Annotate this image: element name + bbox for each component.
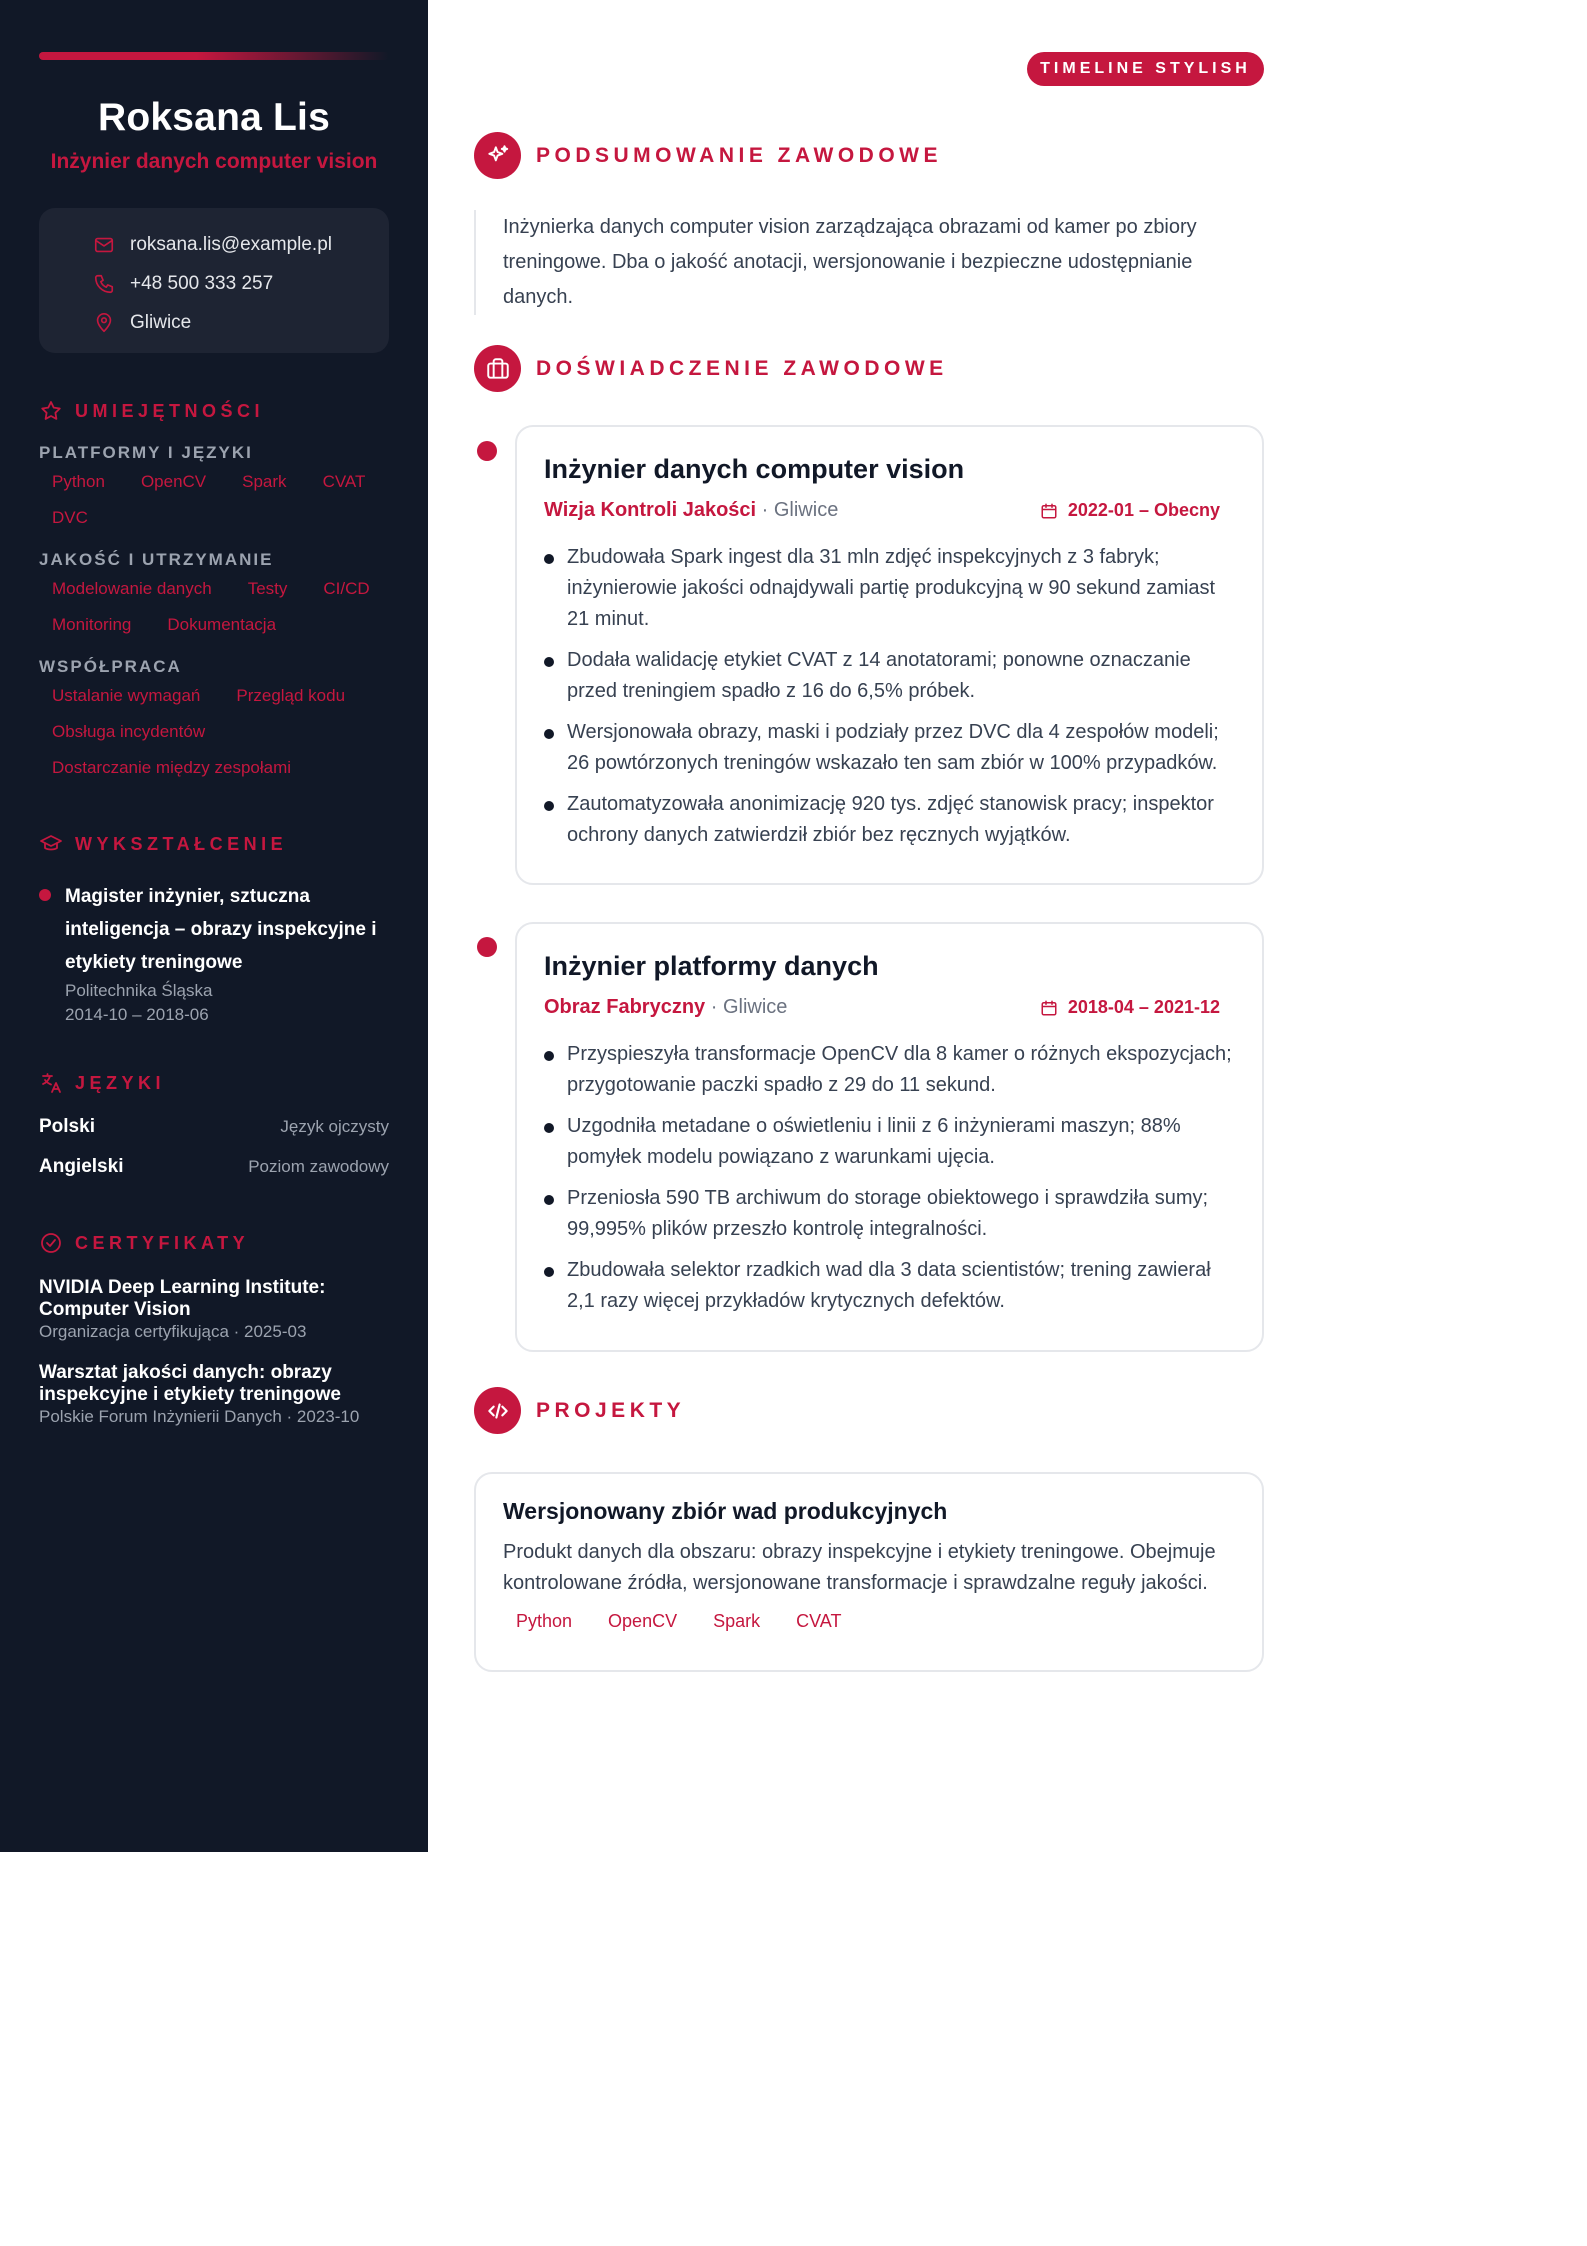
language-level: Poziom zawodowy xyxy=(248,1157,389,1176)
language-name: Angielski xyxy=(39,1156,124,1177)
map-pin-icon xyxy=(93,312,115,334)
certificate-name: NVIDIA Deep Learning Institute: Computer Vision xyxy=(39,1277,326,1320)
certificate-meta: Organizacja certyfikująca · 2025-03 xyxy=(39,1322,307,1341)
job-meta xyxy=(544,499,1235,522)
languages-list xyxy=(39,1107,389,1187)
project-description: Produkt danych dla obszaru: obrazy inspekcyjne i etykiety treningowe. Obejmuje kontrolowane źródła, wersjonowane transformacje i sprawdzalne reguły jakości. xyxy=(503,1541,1216,1594)
skill-chip: CI/CD xyxy=(323,579,370,598)
skill-group-title: JAKOŚĆ I UTRZYMANIE xyxy=(39,550,274,569)
project-tag: Python xyxy=(516,1611,573,1631)
job-company: Wizja Kontroli Jakości xyxy=(544,499,757,521)
summary-heading: PODSUMOWANIE ZAWODOWE xyxy=(474,132,942,179)
skill-chip: Ustalanie wymagań xyxy=(52,686,201,705)
skill-chips xyxy=(39,576,389,637)
contact-city xyxy=(93,303,389,342)
job-card xyxy=(515,922,1264,1352)
education-heading: WYKSZTAŁCENIE xyxy=(39,832,389,856)
candidate-name: Roksana Lis xyxy=(98,96,330,139)
project-title: Wersjonowany zbiór wad produkcyjnych xyxy=(503,1498,948,1524)
summary-text: Inżynierka danych computer vision zarządzająca obrazami od kamer po zbiory treningowe. Dba o jakość anotacji, wersjonowanie i bezpieczne udostępnianie danych. xyxy=(474,210,1264,315)
graduation-cap-icon xyxy=(39,832,63,856)
skill-group-title: PLATFORMY I JĘZYKI xyxy=(39,443,253,462)
code-icon xyxy=(474,1387,521,1434)
skill-chip: Testy xyxy=(247,579,288,598)
skill-chip: Spark xyxy=(242,472,287,491)
timeline-dot xyxy=(477,441,497,461)
languages-heading: JĘZYKI xyxy=(39,1071,389,1095)
contact-email[interactable] xyxy=(93,225,389,264)
skills-heading: UMIEJĘTNOŚCI xyxy=(39,399,389,423)
briefcase-icon xyxy=(474,345,521,392)
education-dates: 2014-10 – 2018-06 xyxy=(65,1005,209,1024)
skill-chip: Przegląd kodu xyxy=(236,686,346,705)
job-bullet: Przyspieszyła transformacje OpenCV dla 8 kamer o różnych ekspozycjach; przygotowanie paczki spadło z 29 do 11 sekund. xyxy=(544,1039,1235,1101)
job-bullet: Przeniosła 590 TB archiwum do storage obiektowego i sprawdziła sumy; 99,995% plików przeszło kontrolę integralności. xyxy=(544,1183,1235,1245)
education-school: Politechnika Śląska xyxy=(65,981,213,1000)
project-tag: Spark xyxy=(713,1611,761,1631)
job-title: Inżynier danych computer vision xyxy=(544,454,965,484)
accent-bar xyxy=(39,52,389,60)
project-tags xyxy=(503,1611,1235,1632)
skill-chip: CVAT xyxy=(322,472,366,491)
job-bullet: Zautomatyzowała anonimizację 920 tys. zdjęć stanowisk pracy; inspektor ochrony danych zatwierdził zbiór bez ręcznych wyjątków. xyxy=(544,789,1235,851)
sparkles-icon xyxy=(474,132,521,179)
sidebar xyxy=(0,0,428,1852)
calendar-icon xyxy=(1040,502,1058,520)
job-bullet: Wersjonowała obrazy, maski i podziały przez DVC dla 4 zespołów modeli; 26 powtórzonych treningów wskazało ten sam zbiór w 100% przypadków. xyxy=(544,717,1235,779)
template-badge: TIMELINE STYLISH xyxy=(1027,52,1264,86)
language-level: Język ojczysty xyxy=(280,1117,389,1136)
phone-icon xyxy=(93,273,115,295)
job-bullets xyxy=(544,542,1235,851)
skill-chip: Python xyxy=(52,472,105,491)
translate-icon xyxy=(39,1071,63,1095)
contact-phone[interactable] xyxy=(93,264,389,303)
skill-chip: OpenCV xyxy=(140,472,207,491)
certificate-entry xyxy=(39,1362,389,1427)
job-card xyxy=(515,425,1264,885)
job-bullet: Zbudowała Spark ingest dla 31 mln zdjęć inspekcyjnych z 3 fabryk; inżynierowie jakości odnajdywali partię produkcyjną w 90 sekund zamiast 21 minut. xyxy=(544,542,1235,635)
language-row xyxy=(39,1147,389,1187)
experience-heading: DOŚWIADCZENIE ZAWODOWE xyxy=(474,345,948,392)
timeline-dot xyxy=(477,937,497,957)
job-dates: 2022-01 – Obecny xyxy=(1040,500,1220,521)
language-name: Polski xyxy=(39,1116,95,1137)
contact-box xyxy=(39,208,389,353)
job-location: · Gliwice xyxy=(705,996,788,1018)
project-tag: OpenCV xyxy=(608,1611,678,1631)
skill-chip: DVC xyxy=(52,508,88,527)
job-company: Obraz Fabryczny xyxy=(544,996,706,1018)
email-text: roksana.lis@example.pl xyxy=(130,233,332,255)
star-icon xyxy=(39,399,63,423)
phone-text: +48 500 333 257 xyxy=(130,272,274,294)
job-title: Inżynier platformy danych xyxy=(544,951,879,981)
job-location: · Gliwice xyxy=(756,499,839,521)
project-card xyxy=(474,1472,1264,1672)
education-entry xyxy=(39,880,389,1027)
job-bullet: Zbudowała selektor rzadkich wad dla 3 data scientistów; trening zawierał 2,1 razy więcej przykładów krytycznych defektów. xyxy=(544,1255,1235,1317)
project-tag: CVAT xyxy=(796,1611,842,1631)
candidate-title: Inżynier danych computer vision xyxy=(50,150,378,173)
certificate-entry xyxy=(39,1277,389,1342)
skill-chip: Dostarczanie między zespołami xyxy=(52,758,292,777)
job-bullets xyxy=(544,1039,1235,1317)
skill-chips xyxy=(39,683,389,780)
projects-heading: PROJEKTY xyxy=(474,1387,685,1434)
job-dates: 2018-04 – 2021-12 xyxy=(1040,997,1220,1018)
job-bullet: Uzgodniła metadane o oświetleniu i linii z 6 inżynierami maszyn; 88% pomyłek modelu powiązano z warunkami ujęcia. xyxy=(544,1111,1235,1173)
certificate-name: Warsztat jakości danych: obrazy inspekcyjne i etykiety treningowe xyxy=(39,1362,341,1405)
timeline-dot xyxy=(39,889,51,901)
city-text: Gliwice xyxy=(130,311,192,333)
skill-chip: Modelowanie danych xyxy=(52,579,212,598)
skill-chip: Monitoring xyxy=(52,615,132,634)
job-bullet: Dodała walidację etykiet CVAT z 14 anotatorami; ponowne oznaczanie przed treningiem spadło z 16 do 6,5% próbek. xyxy=(544,645,1235,707)
certificates-heading: CERTYFIKATY xyxy=(39,1231,389,1255)
job-meta xyxy=(544,996,1235,1019)
education-degree: Magister inżynier, sztuczna inteligencja – obrazy inspekcyjne i etykiety treningowe xyxy=(65,886,377,973)
mail-icon xyxy=(93,234,115,256)
skill-chips xyxy=(39,469,389,530)
skill-group-title: WSPÓŁPRACA xyxy=(39,657,182,676)
skill-chip: Obsługa incydentów xyxy=(52,722,206,741)
calendar-icon xyxy=(1040,999,1058,1017)
language-row xyxy=(39,1107,389,1147)
certificate-meta: Polskie Forum Inżynierii Danych · 2023-10 xyxy=(39,1407,360,1426)
skill-chip: Dokumentacja xyxy=(167,615,277,634)
check-circle-icon xyxy=(39,1231,63,1255)
